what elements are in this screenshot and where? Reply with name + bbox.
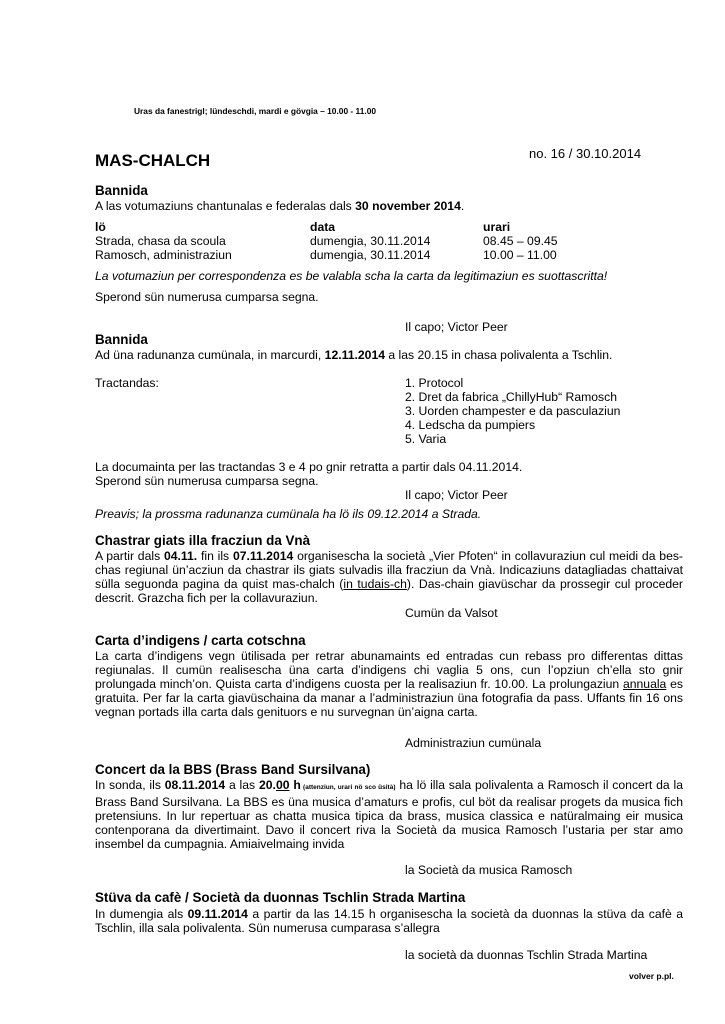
closing-line: Sperond sün numerusa cumparsa segna.: [95, 290, 319, 304]
agenda-label: Tractandas:: [95, 376, 159, 390]
german-version-link[interactable]: in tudais-ch: [343, 577, 407, 591]
office-hours: Uras da fanestrigl; lündeschdi, mardi e gövgia – 10.00 - 11.00: [134, 106, 377, 116]
section-heading-concert: Concert da la BBS (Brass Band Sursilvana): [95, 762, 371, 777]
table-header-date: data: [310, 220, 336, 234]
section-heading-card: Carta d’indigens / carta cotschna: [95, 633, 306, 648]
signature: Cumün da Valsot: [405, 606, 498, 620]
table-cell-place: Ramosch, administraziun: [95, 248, 232, 262]
table-cell-time: 08.45 – 09.45: [483, 234, 558, 248]
assembly-intro: Ad üna radunanza cumünala, in marcurdi, 12.11.2014 a las 20.15 in chasa polivalenta a Tschlin.: [95, 348, 613, 362]
card-paragraph: La carta d’indigens vegn ütilisada per retrar abunamaints ed entradas cun rebass pro differentas dittas regiunalas. Il cumün realisescha üna carta d’indigens chi vaglia 5 ons, cun l’opziun ch’ella sto gnir prolungada minch’on. Quista carta d’indigens cuosta per la realisaziun fr. 10.00. La prolungaziun annuala es gratuita. Per far la carta giavüschaina da manar a l’administraziun üna fotografia da pass. Uffants fin 16 ons vegnan portads illa carta dals genituors e nu survegnan ün’aigna carta.: [95, 649, 683, 719]
section-heading-cats: Chastrar giats illa fracziun da Vnà: [95, 533, 311, 548]
section-heading-bannida-1: Bannida: [95, 183, 148, 198]
signature: la società da duonnas Tschlin Strada Martina: [405, 948, 648, 962]
agenda-item: 4. Ledscha da pumpiers: [405, 418, 536, 432]
cafe-paragraph: In dumengia als 09.11.2014 a partir da las 14.15 h organisescha la società da duonnas la stüva da cafè a Tschlin, illa sala polivalenta. Sün numerusa cumparasa s’allegra: [95, 907, 683, 935]
table-cell-place: Strada, chasa da scoula: [95, 234, 226, 248]
concert-paragraph: In sonda, ils 08.11.2014 a las 20.00 h (attenziun, urari nö sco üsità) ha lö illa sala polivalenta a Ramosch il concert da la Brass Band Sursilvana. La BBS es üna musica d’amaturs e profis, cul böt da realisar progets da musica fich pretensiuns. In lur repertuar as chatta musica tipica da brass, musica classica e natüralmaing eir musica contenporana da divertimaint. Davo il concert riva la Società da musica Ramosch l’ustaria per star amo insembel da cumpagnia. Amiaivelmaing invida: [95, 778, 683, 851]
table-header-time: urari: [483, 220, 511, 234]
documents-note: La documainta per las tractandas 3 e 4 po gnir retratta a partir dals 04.11.2014.: [95, 460, 523, 474]
next-assembly-note: Preavis; la prossma radunanza cumünala ha lö ils 09.12.2014 a Strada.: [95, 507, 482, 521]
postal-vote-note: La votumaziun per correspondenza es be valabla scha la carta da legitimaziun es suottascritta!: [95, 269, 608, 283]
signature: Il capo; Victor Peer: [405, 488, 508, 502]
agenda-item: 3. Uorden champester e da pasculaziun: [405, 404, 621, 418]
vote-intro: A las votumaziuns chantunalas e federalas dals 30 november 2014.: [95, 199, 465, 213]
issue-number: no. 16 / 30.10.2014: [529, 146, 642, 161]
cats-paragraph: A partir dals 04.11. fin ils 07.11.2014 organisescha la società „Vier Pfoten“ in collavuraziun cul meidi da bes-chas regiunal ün’acziun da chastrar ils giats sulvadis illa fracziun da Vnà. Indicaziuns datagliadas chattaivat sülla seguonda pagina da quist mas-chalch (in tudais-ch). Das-chain giavüschar da prossegir cul proceder descrit. Grazcha fich per la collavuraziun.: [95, 549, 683, 605]
table-cell-date: dumengia, 30.11.2014: [310, 234, 431, 248]
table-cell-date: dumengia, 30.11.2014: [310, 248, 431, 262]
page-title: MAS-CHALCH: [95, 151, 211, 170]
closing-line: Sperond sün numerusa cumparsa segna.: [95, 474, 319, 488]
signature: Administraziun cumünala: [405, 736, 542, 750]
agenda-item: 2. Dret da fabrica „ChillyHub“ Ramosch: [405, 390, 618, 404]
agenda-item: 1. Protocol: [405, 376, 464, 390]
table-header-place: lö: [95, 220, 106, 234]
signature: la Società da musica Ramosch: [405, 863, 573, 877]
table-cell-time: 10.00 – 11.00: [483, 248, 557, 262]
agenda-item: 5. Varia: [405, 432, 447, 446]
signature: Il capo; Victor Peer: [405, 320, 508, 334]
section-heading-bannida-2: Bannida: [95, 332, 148, 347]
continue-overleaf: volver p.pl.: [629, 971, 674, 981]
section-heading-cafe: Stüva da cafè / Società da duonnas Tschlin Strada Martina: [95, 890, 466, 905]
